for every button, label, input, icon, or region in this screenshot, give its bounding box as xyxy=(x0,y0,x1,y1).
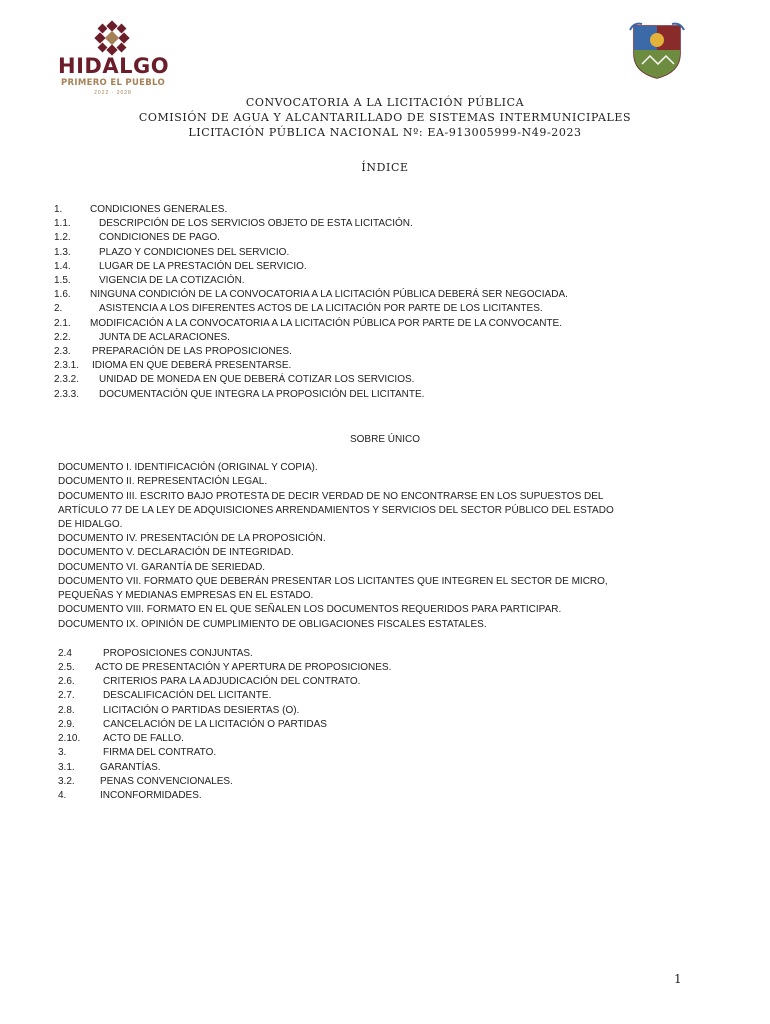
star-emblem-icon xyxy=(94,20,130,56)
index-number: 2.6. xyxy=(58,676,75,687)
index-item: IDIOMA EN QUE DEBERÁ PRESENTARSE. xyxy=(92,360,292,371)
document-line: DOCUMENTO IX. OPINIÓN DE CUMPLIMIENTO DE OBLIGACIONES FISCALES ESTATALES. xyxy=(58,619,487,630)
index-item: DESCALIFICACIÓN DEL LICITANTE. xyxy=(103,690,272,701)
index-item: MODIFICACIÓN A LA CONVOCATORIA A LA LICITACIÓN PÚBLICA POR PARTE DE LA CONVOCANTE. xyxy=(90,318,562,329)
index-number: 3.1. xyxy=(58,762,75,773)
document-line: DE HIDALGO. xyxy=(58,519,123,530)
index-number: 2.10. xyxy=(58,733,81,744)
index-number: 1. xyxy=(54,204,63,215)
index-number: 2.3. xyxy=(54,346,71,357)
document-line: DOCUMENTO VII. FORMATO QUE DEBERÁN PRESENTAR LOS LICITANTES QUE INTEGREN EL SECTOR DE MICRO, xyxy=(58,576,608,587)
index-number: 1.4. xyxy=(54,261,71,272)
index-item: NINGUNA CONDICIÓN DE LA CONVOCATORIA A LA LICITACIÓN PÚBLICA DEBERÁ SER NEGOCIADA. xyxy=(90,289,568,300)
logo-tagline: PRIMERO EL PUEBLO xyxy=(61,78,165,88)
hidalgo-logo xyxy=(58,20,170,96)
index-item: ACTO DE PRESENTACIÓN Y APERTURA DE PROPOSICIONES. xyxy=(95,662,392,673)
index-number: 1.1. xyxy=(54,218,71,229)
index-number: 1.5. xyxy=(54,275,71,286)
sobre-unico-heading: SOBRE ÚNICO xyxy=(349,434,420,445)
index-number: 2.1. xyxy=(54,318,71,329)
doc-subtitle: COMISIÓN DE AGUA Y ALCANTARILLADO DE SISTEMAS INTERMUNICIPALES xyxy=(138,111,632,124)
document-line: DOCUMENTO V. DECLARACIÓN DE INTEGRIDAD. xyxy=(58,547,294,558)
index-number: 2.7. xyxy=(58,690,75,701)
document-line: DOCUMENTO VIII. FORMATO EN EL QUE SEÑALEN LOS DOCUMENTOS REQUERIDOS PARA PARTICIPAR. xyxy=(58,604,562,615)
document-line: PEQUEÑAS Y MEDIANAS EMPRESAS EN EL ESTADO. xyxy=(58,590,314,601)
document-line: DOCUMENTO I. IDENTIFICACIÓN (ORIGINAL Y COPIA). xyxy=(58,462,318,473)
index-item: PLAZO Y CONDICIONES DEL SERVICIO. xyxy=(99,247,290,258)
index-number: 3. xyxy=(58,747,67,758)
index-item: ACTO DE FALLO. xyxy=(103,733,184,744)
index-number: 2. xyxy=(54,303,63,314)
document-line: DOCUMENTO VI. GARANTÍA DE SERIEDAD. xyxy=(58,562,266,573)
index-item: GARANTÍAS. xyxy=(100,762,161,773)
index-item: VIGENCIA DE LA COTIZACIÓN. xyxy=(99,275,245,286)
index-number: 2.3.1. xyxy=(54,360,80,371)
index-number: 2.3.2. xyxy=(54,374,80,385)
index-item: CONDICIONES DE PAGO. xyxy=(99,232,220,243)
index-item: LICITACIÓN O PARTIDAS DESIERTAS (O). xyxy=(103,705,300,716)
document-line: ARTÍCULO 77 DE LA LEY DE ADQUISICIONES ARRENDAMIENTOS Y SERVICIOS DEL SECTOR PÚBLICO DEL ESTADO xyxy=(58,505,614,516)
index-number: 2.4 xyxy=(58,648,72,659)
index-heading: ÍNDICE xyxy=(361,161,409,174)
index-item: ASISTENCIA A LOS DIFERENTES ACTOS DE LA LICITACIÓN POR PARTE DE LOS LICITANTES. xyxy=(99,303,543,314)
logo-years: 2022 · 2028 xyxy=(94,90,132,96)
index-number: 2.5. xyxy=(58,662,75,673)
index-number: 1.6. xyxy=(54,289,71,300)
index-item: CANCELACIÓN DE LA LICITACIÓN O PARTIDAS xyxy=(103,719,327,730)
index-number: 4. xyxy=(58,790,67,801)
index-item: PROPOSICIONES CONJUNTAS. xyxy=(103,648,253,659)
index-number: 2.9. xyxy=(58,719,75,730)
index-item: LUGAR DE LA PRESTACIÓN DEL SERVICIO. xyxy=(99,261,307,272)
logo-word: HIDALGO xyxy=(58,54,170,78)
doc-title: CONVOCATORIA A LA LICITACIÓN PÚBLICA xyxy=(245,96,525,109)
index-item: DOCUMENTACIÓN QUE INTEGRA LA PROPOSICIÓN DEL LICITANTE. xyxy=(99,389,425,400)
document-line: DOCUMENTO III. ESCRITO BAJO PROTESTA DE DECIR VERDAD DE NO ENCONTRARSE EN LOS SUPUESTOS DEL xyxy=(58,491,604,502)
index-item: UNIDAD DE MONEDA EN QUE DEBERÁ COTIZAR LOS SERVICIOS. xyxy=(99,374,415,385)
index-number: 2.8. xyxy=(58,705,75,716)
index-item: JUNTA DE ACLARACIONES. xyxy=(99,332,230,343)
index-item: CONDICIONES GENERALES. xyxy=(90,204,228,215)
index-item: PENAS CONVENCIONALES. xyxy=(100,776,233,787)
page-number: 1 xyxy=(674,972,682,986)
index-item: DESCRIPCIÓN DE LOS SERVICIOS OBJETO DE ESTA LICITACIÓN. xyxy=(99,218,413,229)
index-number: 1.2. xyxy=(54,232,71,243)
index-number: 3.2. xyxy=(58,776,75,787)
index-number: 1.3. xyxy=(54,247,71,258)
index-item: INCONFORMIDADES. xyxy=(100,790,202,801)
index-item: CRITERIOS PARA LA ADJUDICACIÓN DEL CONTRATO. xyxy=(103,676,361,687)
index-number: 2.2. xyxy=(54,332,71,343)
document-line: DOCUMENTO II. REPRESENTACIÓN LEGAL. xyxy=(58,476,268,487)
index-item: PREPARACIÓN DE LAS PROPOSICIONES. xyxy=(92,346,292,357)
document-line: DOCUMENTO IV. PRESENTACIÓN DE LA PROPOSICIÓN. xyxy=(58,533,326,544)
doc-licitacion-number: LICITACIÓN PÚBLICA NACIONAL Nº: EA-913005999-N49-2023 xyxy=(188,126,582,139)
municipal-seal-icon xyxy=(628,20,686,80)
index-number: 2.3.3. xyxy=(54,389,80,400)
index-item: FIRMA DEL CONTRATO. xyxy=(103,747,217,758)
